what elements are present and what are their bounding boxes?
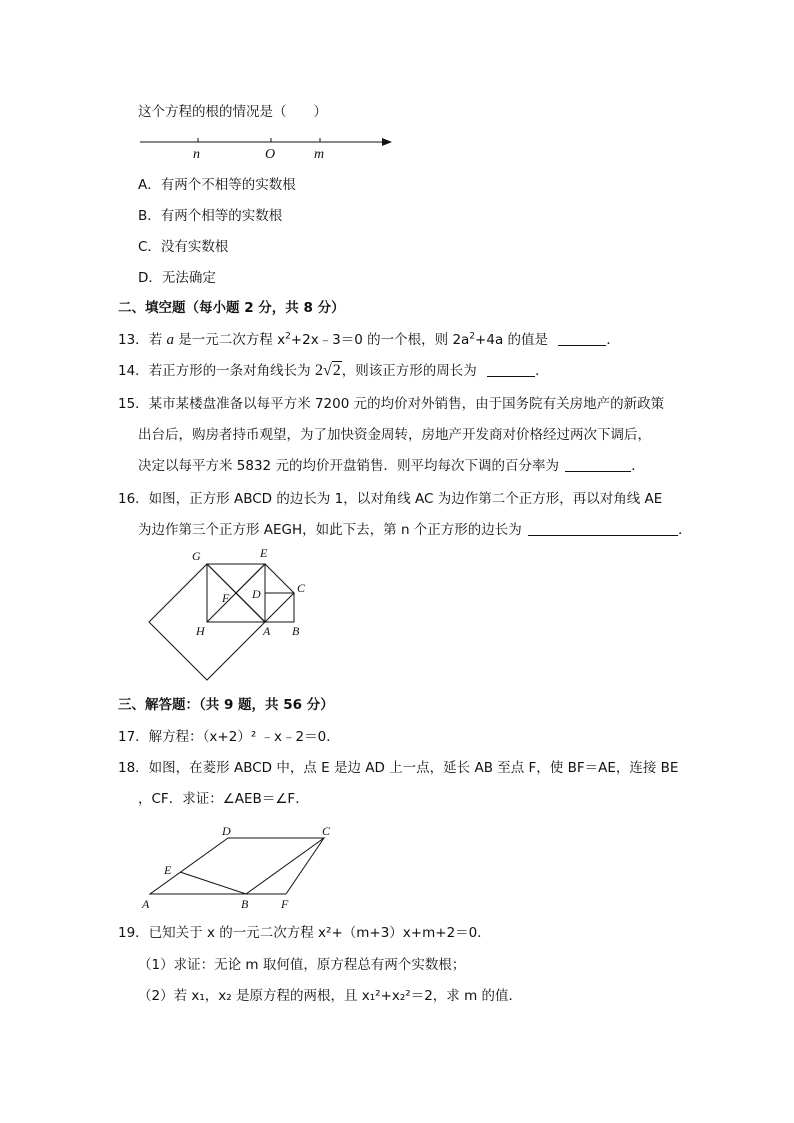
fig16-label-e: E (260, 546, 268, 560)
q14 (118, 361, 549, 381)
q12-option-a: A．有两个不相等的实数根 (138, 177, 296, 193)
fig18-label-b: B (241, 897, 249, 911)
fig16-label-a: A (263, 624, 271, 638)
fig16-label-b: B (292, 624, 300, 638)
q13-t2: 是一元二次方程 x (173, 332, 286, 348)
label-m: m (314, 147, 325, 162)
fig16-label-c: C (297, 581, 306, 595)
fig16-label-h: H (196, 624, 205, 638)
line-eb (180, 872, 246, 894)
q18-line2: ，CF．求证：∠AEB＝∠F． (138, 791, 309, 807)
q14-end: ． (535, 363, 549, 379)
q14-coef: 2 (314, 362, 323, 379)
q19-stem: 19．已知关于 x 的一元二次方程 x²+（m+3）x+m+2＝0． (118, 925, 491, 941)
q15-answer-blank[interactable] (565, 457, 631, 472)
q13-t3: +2x﹣3＝0 的一个根，则 2a (290, 332, 470, 348)
q14-radicand: 2 (332, 362, 341, 379)
q16-answer-blank[interactable] (528, 521, 678, 536)
q14-num: 14． (118, 363, 149, 379)
q13-num: 13． (118, 332, 149, 348)
q12-option-c: C．没有实数根 (138, 239, 229, 255)
q13-t4: +4a 的值是 (475, 332, 549, 348)
number-line-arrow (382, 138, 392, 146)
q17-text: 17．解方程：（x+2）² ﹣x﹣2＝0． (118, 729, 340, 745)
q16-line1: 16．如图，正方形 ABCD 的边长为 1，以对角线 AC 为边作第二个正方形，再以对角线 AE (118, 491, 663, 507)
q16-line2-text: 为边作第三个正方形 AEGH，如此下去，第 n 个正方形的边长为 (138, 522, 522, 538)
q16-squares-figure (130, 544, 320, 686)
section2-heading: 二、填空题（每小题 2 分，共 8 分） (118, 300, 345, 316)
q13-end: ． (606, 332, 620, 348)
q15-line1: 15．某市某楼盘准备以每平方米 7200 元的均价对外销售，由于国务院有关房地产的新政策 (118, 396, 665, 412)
q15-end: ． (631, 458, 645, 474)
q18-line1: 18．如图，在菱形 ABCD 中，点 E 是边 AD 上一点，延长 AB 至点 F，使 BF＝AE，连接 BE (118, 760, 679, 776)
fig18-label-a: A (142, 897, 150, 911)
q13-var-a: a (166, 332, 174, 348)
fig18-label-d: D (222, 824, 231, 838)
q19-part1: （1）求证：无论 m 取何值，原方程总有两个实数根； (138, 957, 466, 973)
q13-sup2: 2 (469, 331, 476, 342)
q13-t1: 若 (148, 332, 167, 348)
label-n: n (193, 147, 200, 162)
q16-end: ． (678, 522, 692, 538)
q15-line2: 出台后，购房者持币观望，为了加快资金周转，房地产开发商对价格经过两次下调后， (138, 427, 651, 443)
q14-sqrt-expression: 2√2 (314, 362, 341, 379)
fig16-label-g: G (192, 549, 201, 563)
q13 (118, 330, 620, 350)
q13-sup1: 2 (285, 331, 291, 342)
q15-line3-text: 决定以每平方米 5832 元的均价开盘销售．则平均每次下调的百分率为 (138, 458, 559, 474)
q15-line3 (138, 456, 645, 476)
fig16-label-d: D (252, 587, 261, 601)
fig16-label-f: F (222, 591, 230, 605)
number-line-figure (130, 130, 410, 170)
q13-answer-blank[interactable] (558, 331, 606, 346)
fig18-label-e: E (164, 863, 172, 877)
rhombus-abcd (150, 838, 324, 894)
q14-answer-blank[interactable] (487, 362, 535, 377)
fig18-label-c: C (322, 824, 331, 838)
line-cf (286, 838, 324, 894)
q14-t1: 若正方形的一条对角线长为 (148, 363, 315, 379)
q16-line2 (138, 520, 692, 540)
q12-option-d: D．无法确定 (138, 270, 216, 286)
label-o: O (265, 147, 276, 162)
q12-option-b: B．有两个相等的实数根 (138, 208, 283, 224)
section3-heading: 三、解答题：（共 9 题，共 56 分） (118, 697, 334, 713)
q12-stem: 这个方程的根的情况是（ ） (138, 104, 327, 120)
q19-part2: （2）若 x₁，x₂ 是原方程的两根，且 x₁²+x₂²＝2，求 m 的值． (138, 988, 523, 1004)
q18-rhombus-figure (138, 820, 343, 912)
q14-t2: ，则该正方形的周长为 (341, 363, 477, 379)
fig18-label-f: F (281, 897, 289, 911)
